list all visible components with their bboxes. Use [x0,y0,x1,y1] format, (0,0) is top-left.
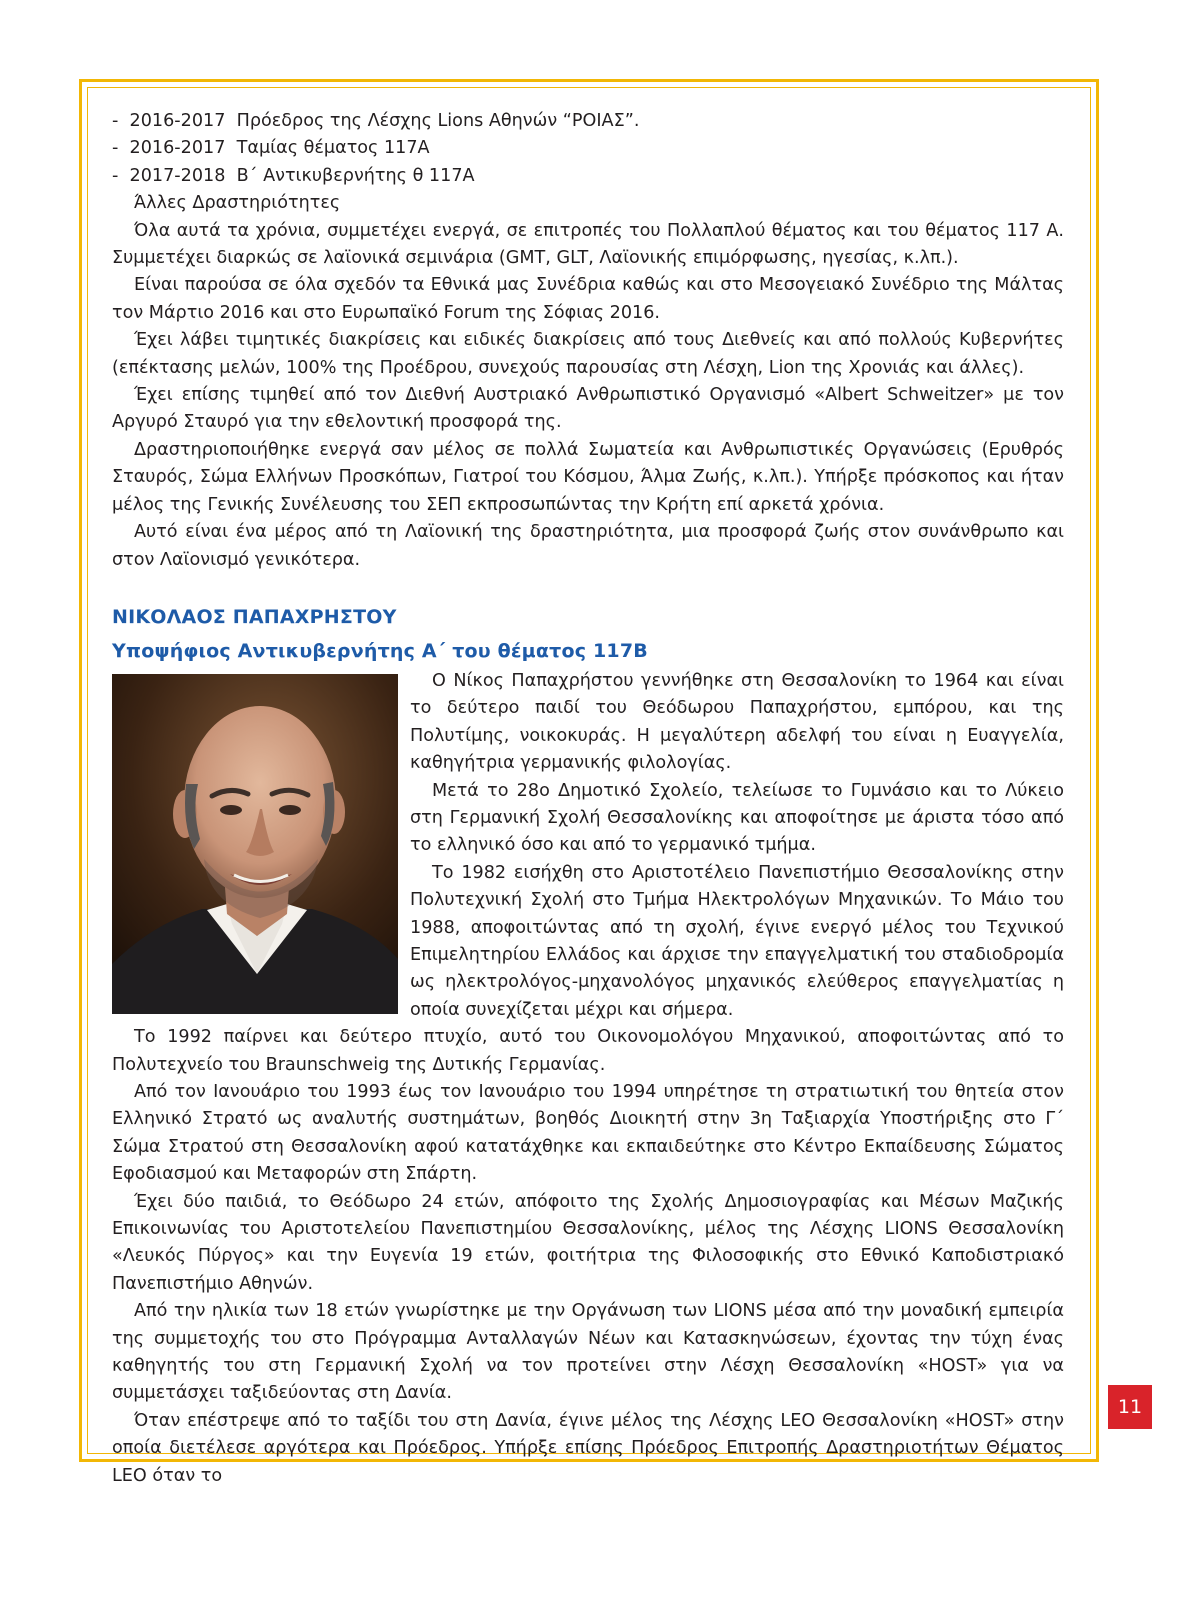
paragraph: Έχει λάβει τιμητικές διακρίσεις και ειδικές διακρίσεις από τους Διεθνείς και από πολλούς Κυβερνήτες (επέκτασης μελών, 100% της Προέδρου, συνεχούς παρουσίας στη Λέσχη, Lion της Χρονιάς και άλλες). [112,330,1064,378]
candidate-name: ΝΙΚΟΛΑΟΣ ΠΑΠΑΧΡΗΣΤΟΥ [112,605,397,628]
paragraph: Το 1982 εισήχθη στο Αριστοτέλειο Πανεπιστήμιο Θεσσαλονίκης στην Πολυτεχνική Σχολή στο Τμήμα Ηλεκτρολόγων Μηχανικών. Το Μάιο του 1988, αποφοιτώντας από τη σχολή, έγινε ενεργό μέλος του Τεχνικού Επιμελητηρίου Ελλάδος και άρχισε την επαγγελματική του σταδιοδρομία ως ηλεκτρολόγος-μηχανολόγος μηχανικός ελεύθερος επαγγελματίας η οποία συνεχίζεται μέχρι και σήμερα. [410,862,1064,1020]
paragraph: Έχει δύο παιδιά, το Θεόδωρο 24 ετών, απόφοιτο της Σχολής Δημοσιογραφίας και Μέσων Μαζικής Επικοινωνίας του Αριστοτελείου Πανεπιστημίου Θεσσαλονίκης, μέλος της Λέσχης LIONS Θεσσαλονίκη «Λευκός Πύργος» και την Ευγενία 19 ετών, φοιτήτρια της Φιλοσοφικής στο Εθνικό Καποδιστριακό Πανεπιστήμιο Αθηνών. [112,1191,1064,1294]
paragraph: Έχει επίσης τιμηθεί από τον Διεθνή Αυστριακό Ανθρωπιστικό Οργανισμό «Albert Schweitzer» με τον Αργυρό Σταυρό για την εθελοντική προσφορά της. [112,385,1064,433]
section-subheading: Άλλες Δραστηριότητες [134,193,341,214]
paragraph: Δραστηριοποιήθηκε ενεργά σαν μέλος σε πολλά Σωματεία και Ανθρωπιστικές Οργανώσεις (Ερυθρός Σταυρός, Σώμα Ελλήνων Προσκόπων, Γιατροί του Κόσμου, Άλμα Ζωής, κ.λπ.). Υπήρξε πρόσκοπος και ήταν μέλος της Γενικής Συνέλευσης του ΣΕΠ εκπροσωπώντας την Κρήτη επί αρκετά χρόνια. [112,439,1064,515]
page-number-badge: 11 [1108,1385,1152,1429]
paragraph: Ο Νίκος Παπαχρήστου γεννήθηκε στη Θεσσαλονίκη το 1964 και είναι το δεύτερο παιδί του Θεόδωρου Παπαχρήστου, εμπόρου, και της Πολυτίμης, νοικοκυράς. Η μεγαλύτερη αδελφή του είναι η Ευαγγελία, καθηγήτρια γερμανικής φιλολογίας. [410,670,1064,774]
paragraph: Μετά το 28ο Δημοτικό Σχολείο, τελείωσε το Γυμνάσιο και το Λύκειο στη Γερμανική Σχολή Θεσσαλονίκης και αποφοίτησε με άριστα τόσο από το ελληνικό όσο και από το γερμανικό τμήμα. [410,780,1064,856]
paragraph: Όταν επέστρεψε από το ταξίδι του στη Δανία, έγινε μέλος της Λέσχης LEO Θεσσαλονίκη «HOST» στην οποία διετέλεσε αργότερα και Πρόεδρος. Υπήρξε επίσης Πρόεδρος Επιτροπής Δραστηριοτήτων Θέματος LEO όταν το [112,1410,1064,1486]
paragraph: Είναι παρούσα σε όλα σχεδόν τα Εθνικά μας Συνέδρια καθώς και στο Μεσογειακό Συνέδριο της Μάλτας τον Μάρτιο 2016 και στο Ευρωπαϊκό Forum της Σόφιας 2016. [112,275,1064,323]
paragraph: Από τον Ιανουάριο του 1993 έως τον Ιανουάριο του 1994 υπηρέτησε τη στρατιωτική του θητεία στον Ελληνικό Στρατό ως αναλυτής συστημάτων, βοηθός Διοικητή στην 3η Ταξιαρχία Υποστήριξης στο Γ΄ Σώμα Στρατού στη Θεσσαλονίκη αφού κατατάχθηκε και εκπαιδεύτηκε στο Κέντρο Εκπαίδευσης Σώματος Εφοδιασμού και Μεταφορών στη Σπάρτη. [112,1082,1064,1185]
list-item: - 2017-2018 Β΄ Αντικυβερνήτης θ 117Α [112,165,475,186]
candidate-photo [112,674,398,1014]
list-item: - 2016-2017 Ταμίας θέματος 117Α [112,138,430,159]
paragraph: Από την ηλικία των 18 ετών γνωρίστηκε με την Οργάνωση των LIONS μέσα από την μοναδική εμπειρία της συμμετοχής του στο Πρόγραμμα Ανταλλαγών Νέων και Κατασκηνώσεων, έχοντας την τύχη ένας καθηγητής του στη Γερμανική Σχολή να τον προτείνει στην Λέσχη Θεσσαλονίκη «HOST» για να συμμετάσχει ταξιδεύοντας στη Δανία. [112,1301,1064,1404]
paragraph: Όλα αυτά τα χρόνια, συμμετέχει ενεργά, σε επιτροπές του Πολλαπλού θέματος και του θέματος 117 Α. Συμμετέχει διαρκώς σε λαϊονικά σεμινάρια (GMT, GLT, Λαϊονικής επιμόρφωσης, ηγεσίας, κ.λπ.). [112,220,1064,269]
candidate-title: Υποψήφιος Αντικυβερνήτης Α΄ του θέματος 117Β [112,639,648,662]
paragraph: Αυτό είναι ένα μέρος από τη Λαϊονική της δραστηριότητα, μια προσφορά ζωής στον συνάνθρωπο και στον Λαϊονισμό γενικότερα. [112,522,1064,570]
list-item: - 2016-2017 Πρόεδρος της Λέσχης Lions Αθηνών “ΡΟΙΑΣ”. [112,111,640,131]
article-body [112,108,1064,1490]
paragraph: Το 1992 παίρνει και δεύτερο πτυχίο, αυτό του Οικονομολόγου Μηχανικού, αποφοιτώντας από το Πολυτεχνείο του Braunschweig της Δυτικής Γερμανίας. [112,1027,1064,1075]
